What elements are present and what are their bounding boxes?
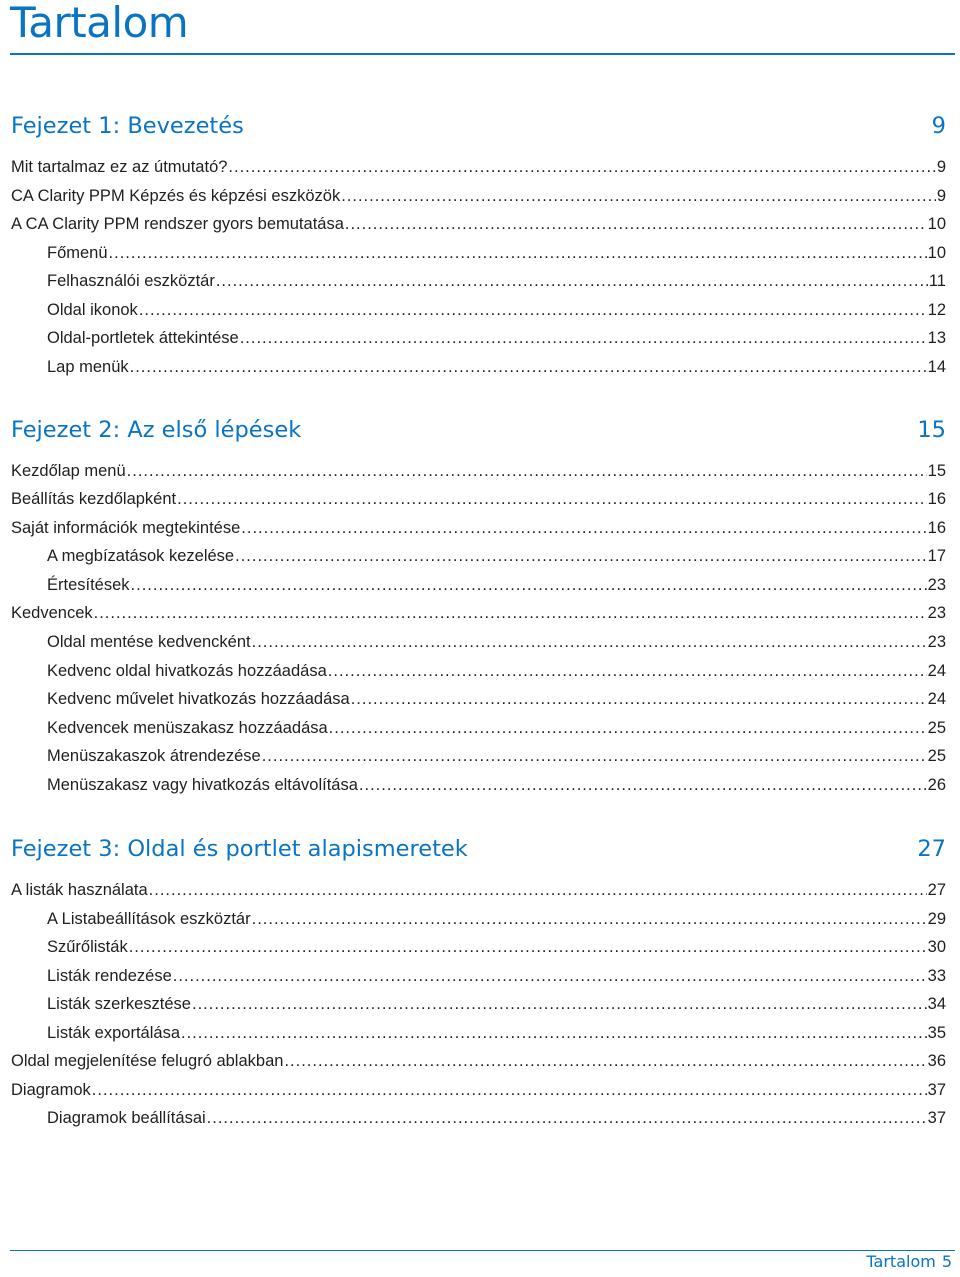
- toc-entry-page: 9: [936, 158, 946, 176]
- toc-entry-text: CA Clarity PPM Képzés és képzési eszközök: [11, 187, 341, 205]
- toc-entry-page: 10: [927, 244, 946, 262]
- toc-entry-text: A megbízatások kezelése: [47, 547, 235, 565]
- toc-entry[interactable]: [11, 881, 946, 903]
- toc-entry-page: 27: [927, 881, 946, 899]
- toc-entry-text: Kedvencek menüszakasz hozzáadása: [47, 719, 328, 737]
- dot-leader: [92, 1081, 927, 1100]
- toc-entry-page: 13: [927, 329, 946, 347]
- toc-entry-page: 34: [927, 995, 946, 1013]
- toc-entry-text: Kedvenc művelet hivatkozás hozzáadása: [47, 690, 350, 708]
- dot-leader: [129, 938, 927, 957]
- toc-entry-page: 35: [927, 1024, 946, 1042]
- chapter-3-heading[interactable]: [11, 836, 946, 868]
- toc-entry-text: Oldal ikonok: [47, 301, 138, 319]
- toc-entry-text: Főmenü: [47, 244, 108, 262]
- toc-entry-page: 17: [927, 547, 946, 565]
- toc-entry-page: 37: [927, 1109, 946, 1127]
- dot-leader: [131, 576, 927, 595]
- toc-entry[interactable]: [47, 719, 946, 741]
- toc-entry[interactable]: [11, 215, 946, 237]
- dot-leader: [241, 519, 926, 538]
- toc-entry[interactable]: [11, 490, 946, 512]
- dot-leader: [177, 490, 927, 509]
- toc-entry-text: Kedvencek: [11, 604, 93, 622]
- toc-entry-page: 16: [927, 490, 946, 508]
- toc-entry[interactable]: [47, 329, 946, 351]
- toc-entry-page: 25: [927, 719, 946, 737]
- dot-leader: [173, 967, 927, 986]
- title-divider: [10, 53, 955, 55]
- toc-entry-text: Felhasználói eszköztár: [47, 272, 215, 290]
- toc-entry[interactable]: [47, 633, 946, 655]
- dot-leader: [149, 881, 927, 900]
- toc-entry-page: 23: [927, 633, 946, 651]
- toc-entry[interactable]: [47, 272, 946, 294]
- chapter-title: Fejezet 1: Bevezetés: [11, 113, 244, 139]
- toc-entry-page: 29: [927, 910, 946, 928]
- toc-entry-text: Oldal-portletek áttekintése: [47, 329, 239, 347]
- toc-entry-page: 25: [927, 747, 946, 765]
- toc-entry-text: Listák szerkesztése: [47, 995, 191, 1013]
- toc-entry-text: Kedvenc oldal hivatkozás hozzáadása: [47, 662, 327, 680]
- chapter-2-heading[interactable]: [11, 417, 946, 449]
- toc-entry[interactable]: [47, 747, 946, 769]
- toc-entry[interactable]: [11, 519, 946, 541]
- toc-entry[interactable]: [11, 462, 946, 484]
- toc-entry[interactable]: [47, 690, 946, 712]
- footer-label: Tartalom: [866, 1252, 936, 1271]
- toc-entry-page: 36: [927, 1052, 946, 1070]
- toc-entry[interactable]: [47, 910, 946, 932]
- footer-divider: [10, 1250, 955, 1251]
- toc-entry-text: Mit tartalmaz ez az útmutató?: [11, 158, 228, 176]
- toc-entry-page: 11: [928, 272, 946, 290]
- dot-leader: [207, 1109, 927, 1128]
- toc-entry-page: 12: [927, 301, 946, 319]
- toc-entry[interactable]: [47, 995, 946, 1017]
- toc-entry-text: Saját információk megtekintése: [11, 519, 241, 537]
- toc-entry-page: 23: [927, 576, 946, 594]
- chapter-title: Fejezet 2: Az első lépések: [11, 417, 302, 443]
- dot-leader: [329, 719, 927, 738]
- toc-entry-text: Listák exportálása: [47, 1024, 180, 1042]
- toc-entry-text: Menüszakaszok átrendezése: [47, 747, 261, 765]
- toc-entry-page: 33: [927, 967, 946, 985]
- toc-entry-text: A listák használata: [11, 881, 148, 899]
- page-footer: [866, 1252, 952, 1271]
- toc-entry[interactable]: [47, 244, 946, 266]
- chapter-1-heading[interactable]: [11, 113, 946, 145]
- toc-entry[interactable]: [47, 967, 946, 989]
- toc-entry[interactable]: [11, 158, 946, 180]
- toc-entry-page: 37: [927, 1081, 946, 1099]
- toc-entry-page: 15: [927, 462, 946, 480]
- dot-leader: [240, 329, 927, 348]
- dot-leader: [351, 690, 927, 709]
- dot-leader: [345, 215, 927, 234]
- toc-entry-page: 16: [927, 519, 946, 537]
- toc-entry-page: 30: [927, 938, 946, 956]
- dot-leader: [139, 301, 927, 320]
- chapter-page: 15: [917, 417, 946, 443]
- toc-entry-text: Oldal mentése kedvencként: [47, 633, 251, 651]
- toc-entry-text: Listák rendezése: [47, 967, 172, 985]
- toc-entry[interactable]: [47, 662, 946, 684]
- dot-leader: [252, 633, 927, 652]
- dot-leader: [109, 244, 927, 263]
- dot-leader: [341, 187, 936, 206]
- toc-entry[interactable]: [47, 547, 946, 569]
- chapter-page: 27: [917, 836, 946, 862]
- toc-entry[interactable]: [47, 1109, 946, 1131]
- chapter-title: Fejezet 3: Oldal és portlet alapismeretek: [11, 836, 468, 862]
- dot-leader: [284, 1052, 926, 1071]
- toc-entry[interactable]: [11, 1081, 946, 1103]
- toc-entry[interactable]: [47, 576, 946, 598]
- toc-entry-page: 24: [927, 662, 946, 680]
- toc-entry[interactable]: [11, 1052, 946, 1074]
- toc-entry[interactable]: [47, 776, 946, 798]
- chapter-page: 9: [931, 113, 946, 139]
- toc-entry-text: A Listabeállítások eszköztár: [47, 910, 251, 928]
- toc-entry-text: Diagramok: [11, 1081, 91, 1099]
- dot-leader: [252, 910, 927, 929]
- toc-entry[interactable]: [11, 187, 946, 209]
- toc-entry[interactable]: [11, 604, 946, 626]
- toc-entry-text: Értesítések: [47, 576, 130, 594]
- dot-leader: [181, 1024, 927, 1043]
- toc-entry[interactable]: [47, 358, 946, 380]
- dot-leader: [192, 995, 927, 1014]
- dot-leader: [359, 776, 927, 795]
- toc-entry-text: Oldal megjelenítése felugró ablakban: [11, 1052, 284, 1070]
- dot-leader: [262, 747, 927, 766]
- toc-entry[interactable]: [47, 1024, 946, 1046]
- toc-entry-page: 26: [927, 776, 946, 794]
- toc-entry-text: A CA Clarity PPM rendszer gyors bemutatása: [11, 215, 344, 233]
- toc-entry-text: Menüszakasz vagy hivatkozás eltávolítása: [47, 776, 358, 794]
- toc-entry-page: 10: [927, 215, 946, 233]
- toc-entry[interactable]: [47, 938, 946, 960]
- dot-leader: [94, 604, 927, 623]
- dot-leader: [127, 462, 927, 481]
- dot-leader: [216, 272, 928, 291]
- dot-leader: [228, 158, 935, 177]
- toc-entry-text: Diagramok beállításai: [47, 1109, 206, 1127]
- toc-entry-page: 9: [936, 187, 946, 205]
- dot-leader: [328, 662, 927, 681]
- dot-leader: [235, 547, 927, 566]
- toc-entry-text: Beállítás kezdőlapként: [11, 490, 177, 508]
- toc-entry-text: Kezdőlap menü: [11, 462, 126, 480]
- page-number: 5: [941, 1252, 952, 1271]
- toc-entry[interactable]: [47, 301, 946, 323]
- toc-entry-page: 24: [927, 690, 946, 708]
- toc-entry-text: Lap menük: [47, 358, 129, 376]
- dot-leader: [130, 358, 927, 377]
- page-title: Tartalom: [10, 0, 189, 47]
- toc-entry-page: 23: [927, 604, 946, 622]
- toc-entry-page: 14: [927, 358, 946, 376]
- toc-entry-text: Szűrőlisták: [47, 938, 128, 956]
